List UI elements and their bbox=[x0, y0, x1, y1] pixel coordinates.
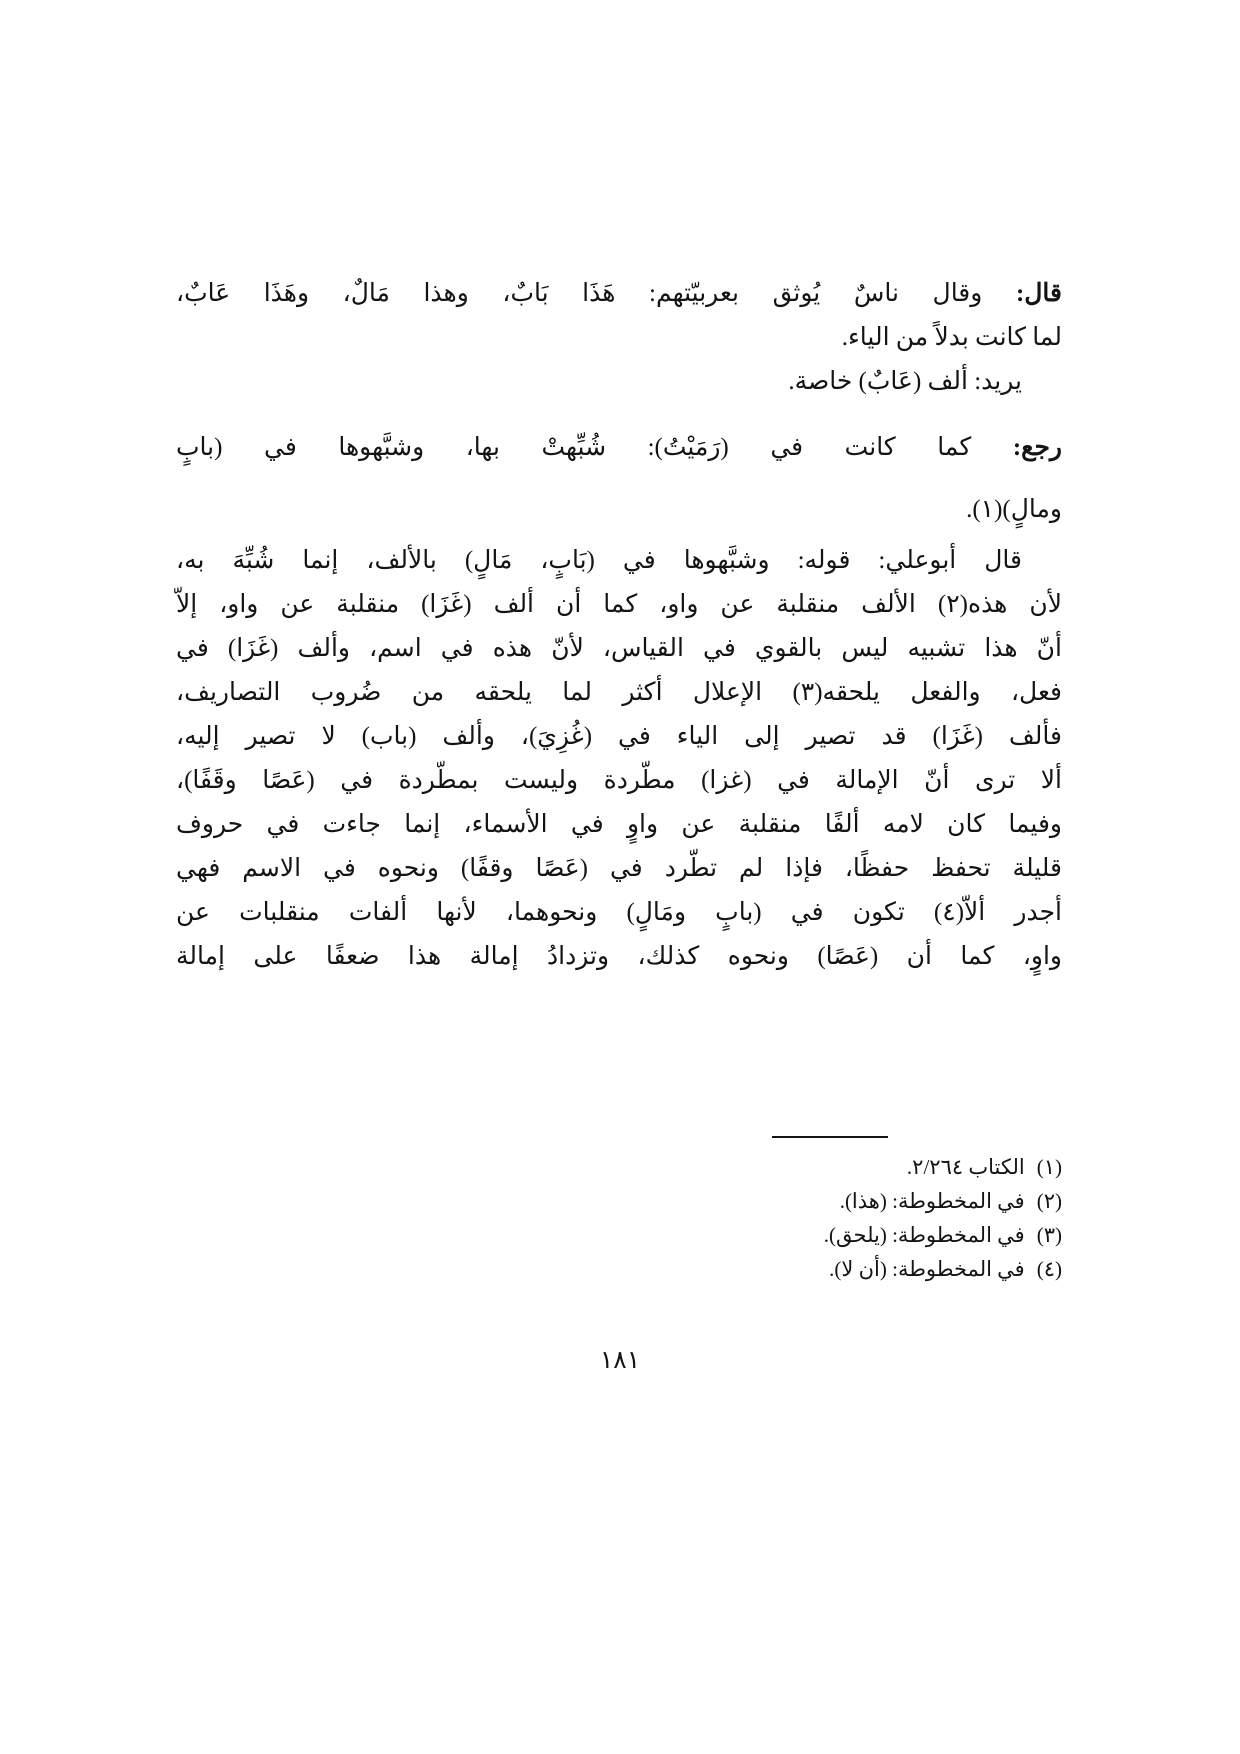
commentary-paragraph bbox=[176, 539, 1062, 979]
quote-line-3: يريد: ألف (عَابٌ) خاصة. bbox=[788, 368, 1022, 395]
return-note-keyword: رجع: bbox=[1012, 434, 1063, 461]
footnote-divider bbox=[772, 1136, 888, 1138]
footnote-number: (٢) bbox=[1036, 1189, 1062, 1213]
commentary-line: أجدر ألاّ(٤) تكون في (بابٍ ومَالٍ) ونحوهما، لأنها ألفات منقلبات عن bbox=[176, 899, 1062, 926]
commentary-line: فألف (غَزَا) قد تصير إلى الياء في (غُزِيَ)، وألف (باب) لا تصير إليه، bbox=[176, 723, 1062, 750]
quote-text: وقال ناسٌ يُوثق بعربيّتهم: هَذَا بَابٌ، وهذا مَالٌ، وهَذَا عَابٌ، bbox=[176, 280, 983, 307]
footnote-text: في المخطوطة: (يلحق). bbox=[823, 1223, 1025, 1247]
commentary-line: واوٍ، كما أن (عَصًا) ونحوه كذلك، وتزدادُ إمالة هذا ضعفًا على إمالة bbox=[176, 943, 1062, 970]
footnote bbox=[176, 1252, 1062, 1286]
quote-section bbox=[176, 272, 1062, 404]
quote-line-2: لما كانت بدلاً من الياء. bbox=[841, 324, 1062, 351]
page-number: ١٨١ bbox=[599, 1347, 641, 1374]
commentary-line: ألا ترى أنّ الإمالة في (غزا) مطّردة وليست بمطّردة في (عَصًا وقَفًا)، bbox=[176, 767, 1062, 794]
commentary-line: أنّ هذا تشبيه ليس بالقوي في القياس، لأنّ هذه في اسم، وألف (غَزَا) في bbox=[176, 635, 1062, 662]
commentary-line: قليلة تحفظ حفظًا، فإذا لم تطّرد في (عَصًا وقفًا) ونحوه في الاسم فهي bbox=[176, 855, 1062, 882]
quote-keyword: قال: bbox=[1015, 280, 1062, 307]
footnote-number: (١) bbox=[1036, 1155, 1062, 1179]
commentary-line: وفيما كان لامه ألفًا منقلبة عن واوٍ في الأسماء، إنما جاءت في حروف bbox=[176, 811, 1062, 838]
commentary-line: قال أبوعلي: قوله: وشبَّهوها في (بَابٍ، مَالٍ) بالألف، إنما شُبِّهَ به، bbox=[176, 547, 1022, 574]
footnote-text: الكتاب ٢/٢٦٤. bbox=[906, 1155, 1025, 1179]
footnote-text: في المخطوطة: (هذا). bbox=[839, 1189, 1025, 1213]
footnotes bbox=[176, 1150, 1062, 1286]
return-note-line-1 bbox=[176, 426, 1062, 470]
footnote-number: (٣) bbox=[1036, 1223, 1062, 1247]
commentary-line: فعل، والفعل يلحقه(٣) الإعلال أكثر لما يلحقه من ضُروب التصاريف، bbox=[176, 679, 1062, 706]
return-note-section bbox=[176, 426, 1062, 532]
footnote-text: في المخطوطة: (أن لا). bbox=[829, 1257, 1025, 1281]
footnote bbox=[176, 1218, 1062, 1252]
footnote bbox=[176, 1184, 1062, 1218]
return-note-line-2: ومالٍ)(١). bbox=[966, 496, 1062, 523]
return-note-text: كما كانت في (رَمَيْتُ): شُبِّهتْ بها، وشبَّهوها في (بابٍ bbox=[176, 434, 972, 461]
commentary-line: لأن هذه(٢) الألف منقلبة عن واو، كما أن ألف (غَزَا) منقلبة عن واو، إلاّ bbox=[176, 591, 1062, 618]
quote-line-1 bbox=[176, 272, 1062, 316]
footnote-number: (٤) bbox=[1036, 1257, 1062, 1281]
footnote bbox=[176, 1150, 1062, 1184]
